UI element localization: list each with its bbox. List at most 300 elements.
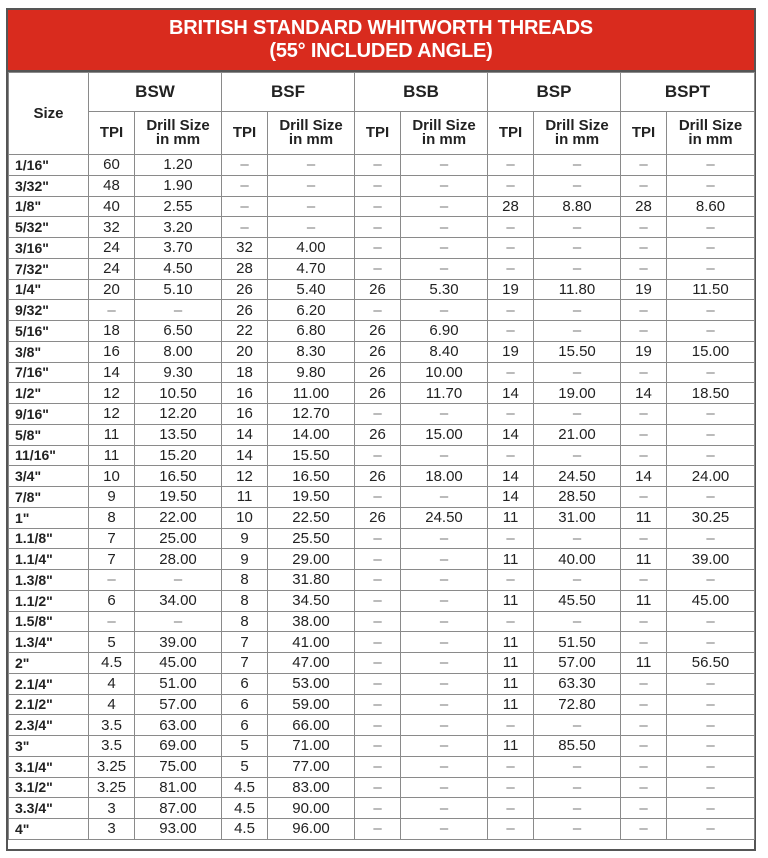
value-cell: 25.50 (268, 528, 355, 549)
value-cell: 11 (621, 549, 667, 570)
size-cell: 2.3/4" (9, 715, 89, 736)
value-cell: 4.5 (89, 653, 135, 674)
value-cell: 11 (488, 694, 534, 715)
table-row (9, 819, 755, 840)
table-row (9, 238, 755, 259)
value-cell: – (488, 238, 534, 259)
value-cell: – (534, 777, 621, 798)
value-cell: – (621, 155, 667, 176)
value-cell: 3.25 (89, 777, 135, 798)
size-cell: 3/8" (9, 341, 89, 362)
size-cell: 3.1/4" (9, 756, 89, 777)
value-cell: 9 (89, 487, 135, 508)
value-cell: 25.00 (135, 528, 222, 549)
value-cell: 53.00 (268, 673, 355, 694)
title-banner (8, 10, 754, 72)
value-cell: – (534, 445, 621, 466)
group-header-bspt: BSPT (621, 73, 755, 112)
value-cell: – (355, 756, 401, 777)
value-cell: – (355, 445, 401, 466)
value-cell: 19.50 (135, 487, 222, 508)
value-cell: – (667, 487, 755, 508)
value-cell: 93.00 (135, 819, 222, 840)
value-cell: – (135, 300, 222, 321)
tpi-header: TPI (89, 112, 135, 155)
table-body (9, 155, 755, 840)
value-cell: – (488, 528, 534, 549)
drill-unit-label: in mm (688, 131, 733, 148)
value-cell: 16 (222, 404, 268, 425)
value-cell: – (355, 300, 401, 321)
value-cell: – (401, 549, 488, 570)
drill-size-label: Drill Size (412, 117, 476, 134)
value-cell: – (355, 736, 401, 757)
value-cell: 15.50 (268, 445, 355, 466)
value-cell: – (401, 570, 488, 591)
value-cell: – (667, 819, 755, 840)
value-cell: 28 (222, 258, 268, 279)
value-cell: 81.00 (135, 777, 222, 798)
sub-header-row (9, 112, 755, 155)
table-row (9, 321, 755, 342)
value-cell: 6.50 (135, 321, 222, 342)
drill-size-label: Drill Size (146, 117, 210, 134)
value-cell: 4.50 (135, 258, 222, 279)
value-cell: 19.00 (534, 383, 621, 404)
value-cell: – (488, 611, 534, 632)
value-cell: 4.5 (222, 819, 268, 840)
value-cell: – (667, 611, 755, 632)
value-cell: 19 (488, 279, 534, 300)
value-cell: – (667, 715, 755, 736)
drill-size-label: Drill Size (678, 117, 743, 134)
value-cell: 11 (89, 445, 135, 466)
value-cell: 72.80 (534, 694, 621, 715)
value-cell: 6.20 (268, 300, 355, 321)
value-cell: – (488, 258, 534, 279)
value-cell: 18.50 (667, 383, 755, 404)
value-cell: 15.50 (534, 341, 621, 362)
size-cell: 3/4" (9, 466, 89, 487)
value-cell: – (355, 777, 401, 798)
drill-size-label: Drill Size (279, 117, 343, 134)
table-row (9, 424, 755, 445)
value-cell: 18 (222, 362, 268, 383)
value-cell: 34.50 (268, 590, 355, 611)
value-cell: – (534, 528, 621, 549)
value-cell: 18 (89, 321, 135, 342)
value-cell: – (534, 404, 621, 425)
value-cell: – (488, 819, 534, 840)
value-cell: 11 (621, 590, 667, 611)
value-cell: – (355, 217, 401, 238)
group-header-bsw: BSW (89, 73, 222, 112)
size-cell: 1/16" (9, 155, 89, 176)
value-cell: 26 (355, 341, 401, 362)
value-cell: – (667, 300, 755, 321)
size-cell: 1/8" (9, 196, 89, 217)
value-cell: – (621, 611, 667, 632)
value-cell: 41.00 (268, 632, 355, 653)
size-cell: 1" (9, 507, 89, 528)
value-cell: – (355, 570, 401, 591)
table-row (9, 632, 755, 653)
value-cell: 11 (488, 507, 534, 528)
value-cell: – (135, 611, 222, 632)
table-row (9, 736, 755, 757)
value-cell: 29.00 (268, 549, 355, 570)
value-cell: 14 (222, 445, 268, 466)
value-cell: 24 (89, 258, 135, 279)
value-cell: – (621, 777, 667, 798)
value-cell: 11 (222, 487, 268, 508)
value-cell: – (667, 798, 755, 819)
value-cell: – (621, 756, 667, 777)
value-cell: 5.30 (401, 279, 488, 300)
value-cell: – (621, 632, 667, 653)
value-cell: 90.00 (268, 798, 355, 819)
value-cell: – (355, 653, 401, 674)
value-cell: 51.00 (135, 673, 222, 694)
value-cell: – (621, 487, 667, 508)
table-row (9, 175, 755, 196)
value-cell: – (534, 258, 621, 279)
value-cell: – (667, 777, 755, 798)
value-cell: – (355, 590, 401, 611)
value-cell: – (401, 404, 488, 425)
value-cell: 4 (89, 694, 135, 715)
value-cell: 12 (222, 466, 268, 487)
value-cell: 14 (488, 424, 534, 445)
tpi-header: TPI (355, 112, 401, 155)
value-cell: 19 (621, 341, 667, 362)
value-cell: 15.00 (667, 341, 755, 362)
value-cell: – (401, 756, 488, 777)
table-row (9, 694, 755, 715)
value-cell: – (488, 445, 534, 466)
value-cell: – (355, 238, 401, 259)
value-cell: 26 (222, 300, 268, 321)
value-cell: – (222, 175, 268, 196)
value-cell: 11 (488, 590, 534, 611)
drill-size-header (401, 112, 488, 155)
value-cell: 14 (222, 424, 268, 445)
value-cell: – (621, 445, 667, 466)
value-cell: – (488, 362, 534, 383)
value-cell: 40.00 (534, 549, 621, 570)
value-cell: 8.80 (534, 196, 621, 217)
value-cell: 7 (89, 549, 135, 570)
value-cell: – (355, 487, 401, 508)
value-cell: 40 (89, 196, 135, 217)
value-cell: – (268, 175, 355, 196)
value-cell: 39.00 (667, 549, 755, 570)
value-cell: 7 (89, 528, 135, 549)
value-cell: 63.30 (534, 673, 621, 694)
value-cell: 11 (89, 424, 135, 445)
value-cell: 21.00 (534, 424, 621, 445)
value-cell: 13.50 (135, 424, 222, 445)
table-row (9, 466, 755, 487)
value-cell: – (355, 258, 401, 279)
size-cell: 4" (9, 819, 89, 840)
value-cell: – (135, 570, 222, 591)
drill-size-header (268, 112, 355, 155)
value-cell: 69.00 (135, 736, 222, 757)
value-cell: – (355, 549, 401, 570)
value-cell: – (268, 196, 355, 217)
table-row (9, 279, 755, 300)
value-cell: – (534, 155, 621, 176)
value-cell: – (401, 445, 488, 466)
value-cell: – (621, 404, 667, 425)
value-cell: 4.70 (268, 258, 355, 279)
value-cell: 28.50 (534, 487, 621, 508)
value-cell: 71.00 (268, 736, 355, 757)
value-cell: – (401, 736, 488, 757)
value-cell: 14 (488, 466, 534, 487)
value-cell: 15.20 (135, 445, 222, 466)
value-cell: 10.50 (135, 383, 222, 404)
value-cell: – (268, 217, 355, 238)
value-cell: – (667, 175, 755, 196)
value-cell: 11.80 (534, 279, 621, 300)
value-cell: – (488, 155, 534, 176)
value-cell: 16 (89, 341, 135, 362)
value-cell: – (401, 798, 488, 819)
value-cell: – (667, 258, 755, 279)
thread-chart (6, 8, 756, 851)
value-cell: – (534, 756, 621, 777)
value-cell: 31.00 (534, 507, 621, 528)
value-cell: – (355, 611, 401, 632)
value-cell: – (621, 238, 667, 259)
value-cell: – (667, 528, 755, 549)
value-cell: 3.5 (89, 715, 135, 736)
drill-size-header (534, 112, 621, 155)
group-header-bsb: BSB (355, 73, 488, 112)
value-cell: 3.25 (89, 756, 135, 777)
value-cell: 24.00 (667, 466, 755, 487)
value-cell: 1.20 (135, 155, 222, 176)
size-cell: 7/32" (9, 258, 89, 279)
value-cell: – (401, 632, 488, 653)
table-row (9, 777, 755, 798)
tpi-header: TPI (488, 112, 534, 155)
value-cell: – (222, 155, 268, 176)
value-cell: 3.70 (135, 238, 222, 259)
value-cell: 8 (222, 611, 268, 632)
value-cell: – (89, 570, 135, 591)
value-cell: – (401, 155, 488, 176)
value-cell: 59.00 (268, 694, 355, 715)
table-row (9, 611, 755, 632)
size-cell: 1.1/2" (9, 590, 89, 611)
size-cell: 1/2" (9, 383, 89, 404)
value-cell: 75.00 (135, 756, 222, 777)
value-cell: 32 (89, 217, 135, 238)
value-cell: 34.00 (135, 590, 222, 611)
value-cell: 19 (488, 341, 534, 362)
value-cell: 26 (355, 321, 401, 342)
size-cell: 7/8" (9, 487, 89, 508)
value-cell: – (667, 424, 755, 445)
value-cell: 6 (222, 694, 268, 715)
table-row (9, 673, 755, 694)
size-cell: 9/32" (9, 300, 89, 321)
value-cell: 14 (621, 466, 667, 487)
size-cell: 1.1/8" (9, 528, 89, 549)
value-cell: 28.00 (135, 549, 222, 570)
value-cell: – (89, 300, 135, 321)
table-row (9, 590, 755, 611)
value-cell: 5 (89, 632, 135, 653)
value-cell: 3.5 (89, 736, 135, 757)
value-cell: 38.00 (268, 611, 355, 632)
group-header-row (9, 73, 755, 112)
table-row (9, 487, 755, 508)
size-cell: 3.1/2" (9, 777, 89, 798)
value-cell: 85.50 (534, 736, 621, 757)
value-cell: 26 (355, 279, 401, 300)
value-cell: – (488, 217, 534, 238)
value-cell: 57.00 (534, 653, 621, 674)
table-row (9, 362, 755, 383)
value-cell: 19 (621, 279, 667, 300)
value-cell: – (488, 756, 534, 777)
size-cell: 3/16" (9, 238, 89, 259)
value-cell: 5.10 (135, 279, 222, 300)
value-cell: – (534, 175, 621, 196)
value-cell: 26 (222, 279, 268, 300)
value-cell: 8 (89, 507, 135, 528)
value-cell: 9.30 (135, 362, 222, 383)
value-cell: – (621, 362, 667, 383)
size-cell: 5/8" (9, 424, 89, 445)
value-cell: 6 (89, 590, 135, 611)
value-cell: 77.00 (268, 756, 355, 777)
value-cell: – (534, 819, 621, 840)
value-cell: – (667, 404, 755, 425)
value-cell: 11 (488, 632, 534, 653)
value-cell: 6.80 (268, 321, 355, 342)
value-cell: 6 (222, 715, 268, 736)
value-cell: 3 (89, 798, 135, 819)
value-cell: – (488, 404, 534, 425)
value-cell: – (401, 196, 488, 217)
drill-unit-label: in mm (421, 131, 467, 148)
value-cell: 3.20 (135, 217, 222, 238)
size-cell: 2" (9, 653, 89, 674)
value-cell: – (534, 321, 621, 342)
value-cell: 11 (621, 507, 667, 528)
size-cell: 7/16" (9, 362, 89, 383)
value-cell: – (488, 570, 534, 591)
size-header: Size (9, 73, 89, 155)
value-cell: 9 (222, 549, 268, 570)
value-cell: 10 (222, 507, 268, 528)
value-cell: 4.5 (222, 777, 268, 798)
value-cell: 20 (222, 341, 268, 362)
value-cell: 6 (222, 673, 268, 694)
drill-unit-label: in mm (288, 131, 334, 148)
value-cell: 12 (89, 383, 135, 404)
value-cell: – (534, 715, 621, 736)
value-cell: 39.00 (135, 632, 222, 653)
value-cell: 11 (488, 653, 534, 674)
value-cell: 8.60 (667, 196, 755, 217)
title-line-2: (55° INCLUDED ANGLE) (269, 40, 493, 62)
value-cell: 4.00 (268, 238, 355, 259)
size-cell: 5/32" (9, 217, 89, 238)
value-cell: – (401, 238, 488, 259)
value-cell: – (667, 445, 755, 466)
thread-table (8, 72, 755, 840)
table-row (9, 341, 755, 362)
value-cell: 5 (222, 736, 268, 757)
value-cell: 56.50 (667, 653, 755, 674)
value-cell: – (667, 694, 755, 715)
value-cell: – (268, 155, 355, 176)
value-cell: – (667, 736, 755, 757)
value-cell: – (355, 694, 401, 715)
table-row (9, 570, 755, 591)
value-cell: 5 (222, 756, 268, 777)
table-row (9, 300, 755, 321)
value-cell: 14 (488, 487, 534, 508)
value-cell: 87.00 (135, 798, 222, 819)
size-cell: 11/16" (9, 445, 89, 466)
value-cell: 7 (222, 653, 268, 674)
value-cell: – (401, 777, 488, 798)
value-cell: 24.50 (401, 507, 488, 528)
table-row (9, 798, 755, 819)
table-row (9, 507, 755, 528)
value-cell: – (534, 238, 621, 259)
value-cell: – (667, 362, 755, 383)
value-cell: 51.50 (534, 632, 621, 653)
value-cell: – (621, 694, 667, 715)
table-row (9, 196, 755, 217)
value-cell: 60 (89, 155, 135, 176)
value-cell: – (355, 175, 401, 196)
value-cell: 63.00 (135, 715, 222, 736)
value-cell: 9 (222, 528, 268, 549)
tpi-header: TPI (621, 112, 667, 155)
drill-size-label: Drill Size (545, 117, 609, 134)
value-cell: 10.00 (401, 362, 488, 383)
value-cell: 22.50 (268, 507, 355, 528)
drill-size-header (135, 112, 222, 155)
value-cell: 6.90 (401, 321, 488, 342)
value-cell: 24.50 (534, 466, 621, 487)
value-cell: 28 (488, 196, 534, 217)
value-cell: 11.70 (401, 383, 488, 404)
value-cell: 48 (89, 175, 135, 196)
drill-size-header (667, 112, 755, 155)
value-cell: – (621, 175, 667, 196)
value-cell: 4 (89, 673, 135, 694)
value-cell: 14.00 (268, 424, 355, 445)
value-cell: – (667, 632, 755, 653)
value-cell: – (621, 819, 667, 840)
value-cell: – (355, 155, 401, 176)
value-cell: – (534, 300, 621, 321)
value-cell: – (355, 798, 401, 819)
value-cell: 31.80 (268, 570, 355, 591)
size-cell: 1.3/8" (9, 570, 89, 591)
group-header-bsp: BSP (488, 73, 621, 112)
